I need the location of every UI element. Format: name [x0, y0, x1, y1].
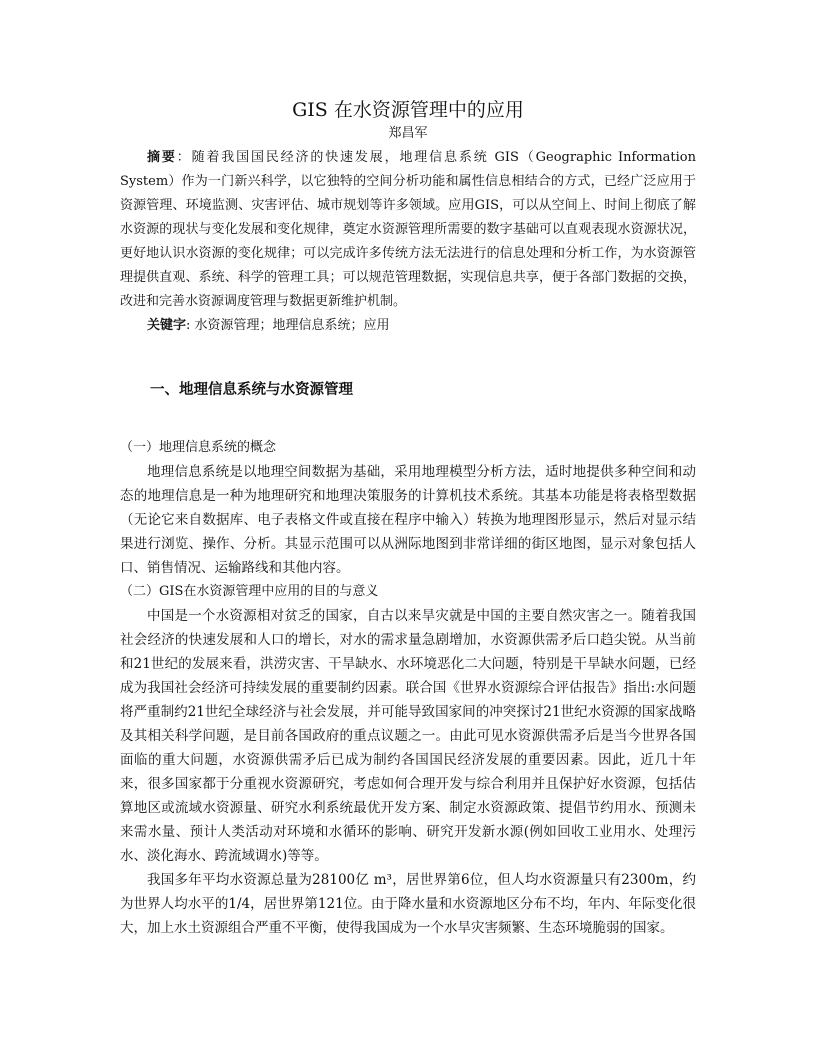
- subsection-2-paragraph-1: 中国是一个水资源相对贫乏的国家，自古以来旱灾就是中国的主要自然灾害之一。随着我国社会经济的快速发展和人口的增长，对水的需求量急剧增加，水资源供需矛后口趋尖锐。从当前和21世纪的发展来看，洪涝灾害、干旱缺水、水环境恶化二大问题，特别是干旱缺水问题，已经成为我国社会经济可持续发展的重要制约因素。联合国《世界水资源综合评估报告》指出:水问题将严重制约21世纪全球经济与社会发展，并可能导致国家间的冲突探讨21世纪水资源的国家战略及其相关科学问题，是目前各国政府的重点议题之一。由此可见水资源供需矛后是当今世界各国面临的重大问题，水资源供需矛后已成为制约各国国民经济发展的重要因素。因此，近几十年来，很多国家都于分重视水资源研究，考虑如何合理开发与综合利用并且保护好水资源，包括估算地区或流域水资源量、研究水利系统最优开发方案、制定水资源政策、提倡节约用水、预测未来需水量、预计人类活动对环境和水循环的影响、研究开发新水源(例如回收工业用水、处理污水、淡化海水、跨流域调水)等等。: [120, 608, 696, 864]
- abstract-label: 摘要: [147, 150, 177, 165]
- abstract-text: 随着我国国民经济的快速发展，地理信息系统 GIS（Geographic Information System）作为一门新兴科学，以它独特的空间分析功能和属性信息相结合的方式，已经广泛应用于资源管理、环境监测、灾害评估、城市规划等许多领域。应用GIS，可以从空间上、时间上彻底了解水资源的现状与变化发展和变化规律，奠定水资源管理所需要的数字基础可以直观表现水资源状况，更好地认识水资源的变化规律；可以完成许多传统方法无法进行的信息处理和分析工作，为水资源管理提供直观、系统、科学的管理工具；可以规范管理数据，实现信息共享，便于各部门数据的交换，改进和完善水资源调度管理与数据更新维护机制。: [120, 150, 696, 309]
- keywords-label: 关键字: [147, 318, 187, 333]
- subsection-heading-2: （二）GIS在水资源管理中应用的目的与意义: [120, 584, 379, 599]
- document-body: [120, 96, 696, 940]
- page-title: GIS 在水资源管理中的应用: [292, 99, 524, 121]
- author-name: 郑昌军: [388, 126, 428, 141]
- section-heading-1: 一、地理信息系统与水资源管理: [150, 381, 353, 398]
- subsection-1-paragraph: 地理信息系统是以地理空间数据为基础，采用地理模型分析方法，适时地提供多种空间和动态的地理信息是一种为地理研究和地理决策服务的计算机技术系统。其基本功能是将表格型数据（无论它来自数据库、电子表格文件或直接在程序中输入）转换为地理图形显示，然后对显示结果进行浏览、操作、分析。其显示范围可以从洲际地图到非常详细的街区地图，显示对象包括人口、销售情况、运输路线和其他内容。: [120, 464, 696, 576]
- abstract-block: [120, 146, 696, 338]
- subsection-2-paragraph-2: 我国多年平均水资源总量为28100亿 m³，居世界第6位，但人均水资源量只有2300m，约为世界人均水平的1/4，居世界第121位。由于降水量和水资源地区分布不均，年内、年际变化很大，加上水土资源组合严重不平衡，使得我国成为一个水旱灾害频繁、生态环境脆弱的国家。: [120, 872, 696, 936]
- subsection-heading-1: （一）地理信息系统的概念: [120, 440, 277, 455]
- abstract-paragraph: [120, 146, 696, 314]
- abstract-separator: ：: [176, 150, 192, 165]
- keywords-text: : 水资源管理；地理信息系统；应用: [186, 318, 390, 333]
- keywords-paragraph: [120, 314, 696, 338]
